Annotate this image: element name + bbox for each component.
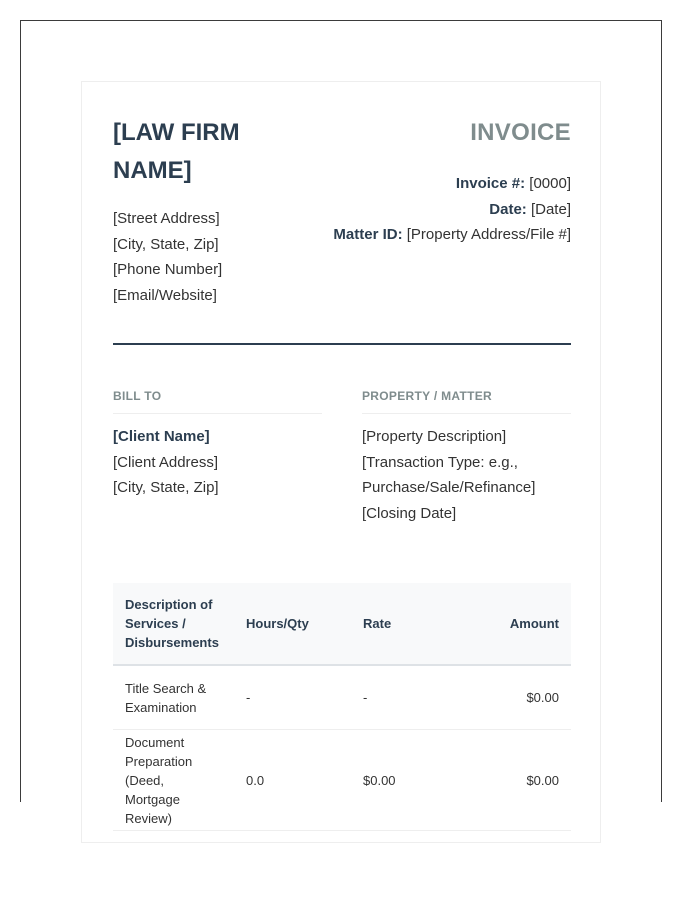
client-city: [City, State, Zip]: [113, 479, 219, 497]
client-name: [Client Name]: [113, 428, 210, 445]
firm-city: [City, State, Zip]: [113, 235, 219, 253]
services-table: [113, 583, 571, 831]
firm-email: [Email/Website]: [113, 287, 217, 305]
invoice-sheet: [81, 81, 601, 843]
invoice-number-line: [321, 171, 571, 197]
client-address: [Client Address]: [113, 453, 219, 471]
amount-column-header: Amount: [456, 583, 571, 665]
matter-id-value: [Property Address/File #]: [406, 226, 571, 244]
invoice-date-value: [Date]: [530, 200, 571, 218]
transaction-type: [Transaction Type: e.g., Purchase/Sale/Refinance]: [362, 453, 536, 497]
firm-phone: [Phone Number]: [113, 261, 223, 279]
matter-id-line: [321, 222, 571, 248]
invoice-number-value: [0000]: [529, 175, 571, 192]
service-rate: -: [351, 665, 456, 730]
hours-column-header: Hours/Qty: [234, 583, 351, 665]
bill-to-block: [113, 424, 322, 501]
header-divider: [113, 343, 571, 345]
firm-contact-block: [113, 206, 313, 309]
service-rate: $0.00: [351, 730, 456, 831]
description-column-header: Description of Services / Disbursements: [113, 583, 234, 665]
invoice-number-label: Invoice #:: [455, 175, 526, 192]
invoice-title: INVOICE: [470, 119, 571, 146]
firm-name: [LAW FIRM NAME]: [113, 119, 240, 184]
document-frame: [20, 20, 662, 826]
service-qty: 0.0: [234, 730, 351, 831]
invoice-date-label: Date:: [489, 200, 527, 218]
property-matter-heading: PROPERTY / MATTER: [362, 389, 571, 414]
rate-column-header: Rate: [351, 583, 456, 665]
service-description: Title Search & Examination: [113, 665, 234, 730]
invoice-date-line: [321, 197, 571, 223]
service-description: Document Preparation (Deed, Mortgage Review): [113, 730, 234, 831]
bill-to-heading: BILL TO: [113, 389, 322, 414]
service-qty: -: [234, 665, 351, 730]
service-amount: $0.00: [456, 665, 571, 730]
table-header-row: [113, 583, 571, 665]
table-row: [113, 730, 571, 831]
matter-id-label: Matter ID:: [333, 226, 403, 244]
closing-date: [Closing Date]: [362, 505, 457, 523]
table-row: [113, 665, 571, 730]
invoice-meta-block: [321, 171, 571, 248]
property-matter-block: [362, 424, 571, 527]
property-description: [Property Description]: [362, 428, 507, 445]
firm-street: [Street Address]: [113, 210, 220, 227]
service-amount: $0.00: [456, 730, 571, 831]
